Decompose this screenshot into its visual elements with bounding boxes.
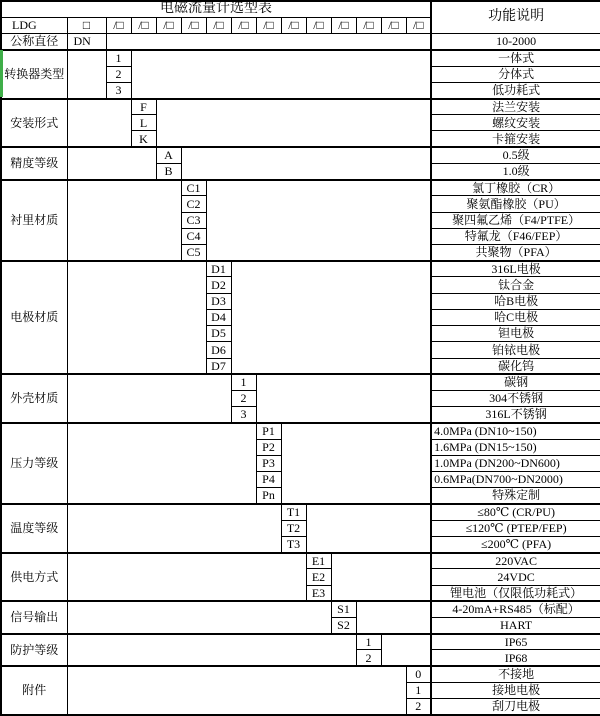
value-cell: 一体式 (431, 50, 600, 66)
value-cell: ≤200℃ (PFA) (431, 536, 600, 552)
table-title: 电磁流量计选型表 (1, 1, 431, 17)
spacer-cell (67, 553, 306, 602)
spacer-cell (356, 601, 431, 633)
section-signal-output (1, 601, 600, 617)
code-cell: C4 (181, 228, 206, 244)
code-cell: D4 (206, 309, 231, 325)
section-label-pressure-rating: 压力等级 (1, 423, 67, 504)
model-suffix-box: /□ (256, 17, 281, 33)
model-suffix-box: /□ (181, 17, 206, 33)
model-suffix-box: /□ (331, 17, 356, 33)
diameter-code: DN (67, 34, 106, 50)
model-suffix-box: /□ (306, 17, 331, 33)
model-suffix-box: /□ (381, 17, 406, 33)
spacer-cell (281, 423, 431, 504)
value-cell: 卡箍安装 (431, 131, 600, 147)
section-label-protection-class: 防护等级 (1, 634, 67, 666)
spacer-cell (181, 147, 431, 179)
value-cell: 哈C电极 (431, 309, 600, 325)
code-cell: F (131, 99, 156, 115)
spacer-cell (206, 180, 431, 261)
value-cell: 24VDC (431, 569, 600, 585)
value-cell: 接地电极 (431, 682, 600, 698)
section-pressure-rating (1, 423, 600, 439)
value-cell: 4.0MPa (DN10~150) (431, 423, 600, 439)
code-cell: 1 (356, 634, 381, 650)
model-base-box: □ (67, 17, 106, 33)
spacer-cell (156, 99, 431, 148)
section-temperature-rating (1, 504, 600, 520)
value-cell: 316L不锈钢 (431, 407, 600, 423)
code-cell: D6 (206, 342, 231, 358)
section-label-housing-material: 外壳材质 (1, 374, 67, 423)
code-cell: 2 (231, 390, 256, 406)
value-cell: 不接地 (431, 666, 600, 682)
section-label-accuracy-class: 精度等级 (1, 147, 67, 179)
code-cell: C3 (181, 212, 206, 228)
value-cell: 220VAC (431, 553, 600, 569)
value-cell: 氯丁橡胶（CR） (431, 180, 600, 196)
value-cell: 钽电极 (431, 326, 600, 342)
section-label-lining-material: 衬里材质 (1, 180, 67, 261)
value-cell: 0.6MPa(DN700~DN2000) (431, 472, 600, 488)
section-label-accessories: 附件 (1, 666, 67, 715)
spacer-cell (67, 147, 156, 179)
code-cell: C1 (181, 180, 206, 196)
code-cell: S2 (331, 618, 356, 634)
spacer-cell (67, 634, 356, 666)
model-suffix-box: /□ (406, 17, 431, 33)
value-cell: 分体式 (431, 66, 600, 82)
value-cell: 316L电极 (431, 261, 600, 277)
value-cell: 锂电池（仅限低功耗式） (431, 585, 600, 601)
code-cell: E3 (306, 585, 331, 601)
code-cell: D5 (206, 326, 231, 342)
spacer-cell (67, 50, 106, 99)
spacer-cell (67, 601, 331, 633)
section-label-nominal-diameter: 公称直径 (1, 34, 67, 50)
code-cell: D2 (206, 277, 231, 293)
value-cell: ≤120℃ (PTEP/FEP) (431, 520, 600, 536)
code-cell: Pn (256, 488, 281, 504)
value-cell: 共聚物（PFA） (431, 244, 600, 260)
value-cell: IP68 (431, 650, 600, 666)
code-cell: P1 (256, 423, 281, 439)
model-suffix-box: /□ (231, 17, 256, 33)
value-cell: 特氟龙（F46/FEP） (431, 228, 600, 244)
value-cell: 哈B电极 (431, 293, 600, 309)
section-label-signal-output: 信号输出 (1, 601, 67, 633)
section-mounting-style (1, 99, 600, 115)
code-cell: D3 (206, 293, 231, 309)
code-cell: 1 (406, 682, 431, 698)
spacer-cell (67, 666, 406, 715)
model-suffix-box: /□ (206, 17, 231, 33)
model-suffix-box: /□ (156, 17, 181, 33)
spacer-cell (231, 261, 431, 375)
spacer-cell (67, 180, 181, 261)
code-cell: S1 (331, 601, 356, 617)
code-cell: 1 (231, 374, 256, 390)
section-accessories (1, 666, 600, 682)
code-cell: E2 (306, 569, 331, 585)
code-cell: 2 (356, 650, 381, 666)
function-column-header: 功能说明 (431, 1, 600, 34)
section-label-electrode-material: 电极材质 (1, 261, 67, 375)
section-converter-type (1, 50, 600, 66)
value-cell: 304不锈钢 (431, 390, 600, 406)
section-housing-material (1, 374, 600, 390)
value-cell: 碳化钨 (431, 358, 600, 374)
spacer-cell (67, 423, 256, 504)
spacer-cell (67, 374, 231, 423)
spacer-cell (67, 504, 281, 553)
value-cell: 铂铱电极 (431, 342, 600, 358)
model-suffix-box: /□ (106, 17, 131, 33)
section-electrode-material (1, 261, 600, 277)
diameter-row (1, 34, 600, 50)
section-lining-material (1, 180, 600, 196)
value-cell: 1.6MPa (DN15~150) (431, 439, 600, 455)
value-cell: 10-2000 (431, 34, 600, 50)
code-cell: 2 (406, 699, 431, 715)
value-cell: 1.0级 (431, 163, 600, 179)
spacer-cell (131, 50, 431, 99)
spacer-cell (67, 261, 206, 375)
code-cell: C2 (181, 196, 206, 212)
code-cell: D1 (206, 261, 231, 277)
value-cell: 钛合金 (431, 277, 600, 293)
code-cell: D7 (206, 358, 231, 374)
value-cell: 碳钢 (431, 374, 600, 390)
code-cell: 3 (106, 82, 131, 98)
code-cell: T1 (281, 504, 306, 520)
value-cell: 低功耗式 (431, 82, 600, 98)
section-label-mounting-style: 安装形式 (1, 99, 67, 148)
code-cell: A (156, 147, 181, 163)
value-cell: 螺纹安装 (431, 115, 600, 131)
model-suffix-box: /□ (356, 17, 381, 33)
code-cell: 0 (406, 666, 431, 682)
code-cell: 3 (231, 407, 256, 423)
green-edge-artifact (0, 50, 3, 97)
value-cell: 1.0MPa (DN200~DN600) (431, 455, 600, 471)
spacer-cell (67, 99, 131, 148)
value-cell: 特殊定制 (431, 488, 600, 504)
section-label-temperature-rating: 温度等级 (1, 504, 67, 553)
code-cell: C5 (181, 244, 206, 260)
code-cell: T3 (281, 536, 306, 552)
section-label-power-supply: 供电方式 (1, 553, 67, 602)
code-cell: E1 (306, 553, 331, 569)
model-suffix-box: /□ (131, 17, 156, 33)
section-accuracy-class (1, 147, 600, 163)
section-label-converter-type: 转换器类型 (1, 50, 67, 99)
value-cell: 刮刀电极 (431, 699, 600, 715)
code-cell: P2 (256, 439, 281, 455)
code-cell: T2 (281, 520, 306, 536)
code-cell: 2 (106, 66, 131, 82)
code-cell: P4 (256, 472, 281, 488)
value-cell: 聚四氟乙烯（F4/PTFE） (431, 212, 600, 228)
spacer-cell (106, 34, 431, 50)
model-prefix: LDG (1, 17, 67, 33)
model-suffix-box: /□ (281, 17, 306, 33)
value-cell: ≤80℃ (CR/PU) (431, 504, 600, 520)
spacer-cell (331, 553, 431, 602)
code-cell: K (131, 131, 156, 147)
section-protection-class (1, 634, 600, 650)
spacer-cell (306, 504, 431, 553)
value-cell: HART (431, 618, 600, 634)
value-cell: 4-20mA+RS485（标配） (431, 601, 600, 617)
value-cell: 聚氨酯橡胶（PU） (431, 196, 600, 212)
value-cell: IP65 (431, 634, 600, 650)
spacer-cell (381, 634, 431, 666)
code-cell: 1 (106, 50, 131, 66)
code-cell: B (156, 163, 181, 179)
spacer-cell (256, 374, 431, 423)
code-cell: L (131, 115, 156, 131)
value-cell: 法兰安装 (431, 99, 600, 115)
section-power-supply (1, 553, 600, 569)
code-cell: P3 (256, 455, 281, 471)
value-cell: 0.5级 (431, 147, 600, 163)
